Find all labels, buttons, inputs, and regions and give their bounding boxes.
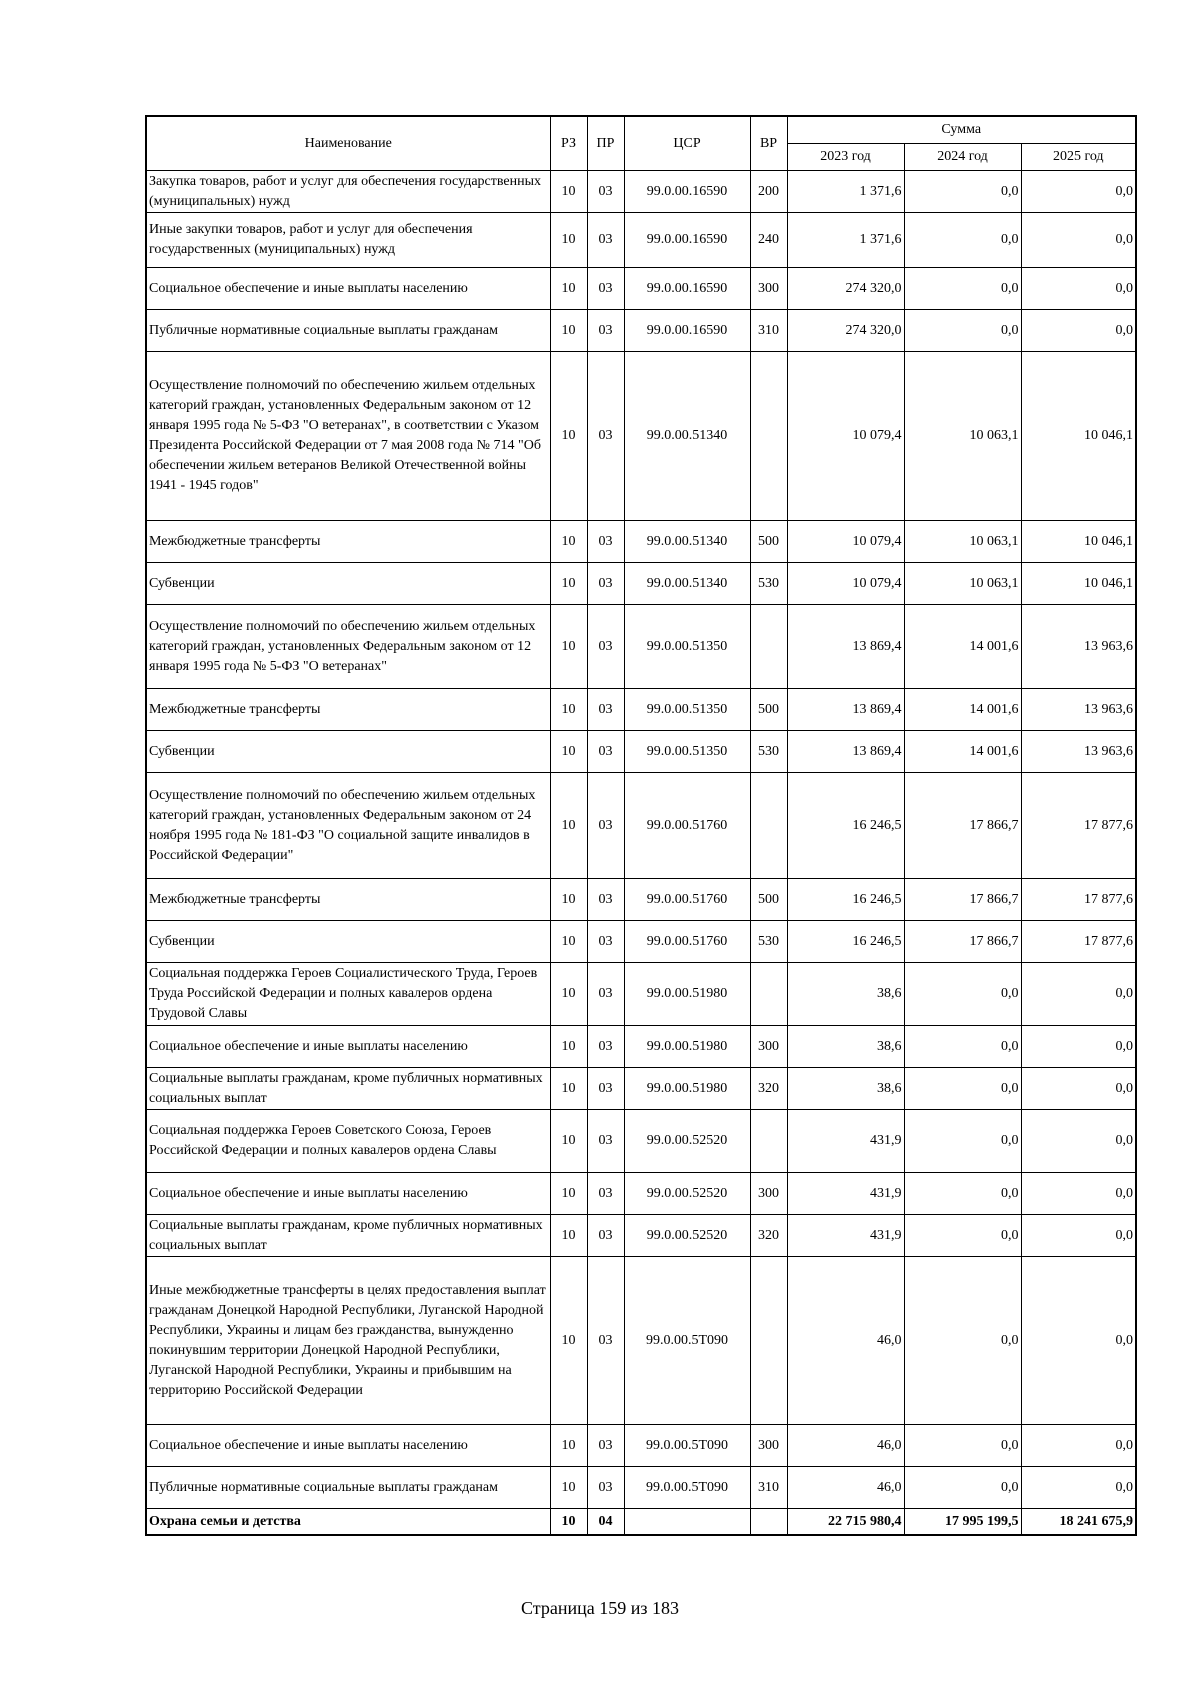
cell-csr [624, 1509, 750, 1536]
cell-2024: 0,0 [904, 1026, 1021, 1068]
cell-name: Субвенции [146, 731, 550, 773]
cell-vr: 500 [750, 521, 787, 563]
cell-vr: 300 [750, 1425, 787, 1467]
cell-2025: 0,0 [1021, 1068, 1136, 1110]
cell-name: Публичные нормативные социальные выплаты гражданам [146, 310, 550, 352]
cell-pr: 03 [587, 921, 624, 963]
cell-2025: 0,0 [1021, 963, 1136, 1026]
cell-rz: 10 [550, 1026, 587, 1068]
cell-csr: 99.0.00.5Т090 [624, 1257, 750, 1425]
cell-2024: 10 063,1 [904, 352, 1021, 521]
cell-2024: 0,0 [904, 213, 1021, 268]
cell-rz: 10 [550, 213, 587, 268]
cell-vr: 500 [750, 689, 787, 731]
cell-csr: 99.0.00.52520 [624, 1215, 750, 1257]
cell-2025: 17 877,6 [1021, 921, 1136, 963]
cell-2025: 18 241 675,9 [1021, 1509, 1136, 1536]
cell-2025: 13 963,6 [1021, 605, 1136, 689]
cell-rz: 10 [550, 689, 587, 731]
cell-csr: 99.0.00.51980 [624, 963, 750, 1026]
page-number: Страница 159 из 183 [521, 1598, 679, 1618]
cell-2024: 0,0 [904, 1068, 1021, 1110]
cell-pr: 03 [587, 310, 624, 352]
cell-csr: 99.0.00.52520 [624, 1173, 750, 1215]
table-row [146, 689, 1136, 731]
cell-2024: 0,0 [904, 268, 1021, 310]
header-vr: ВР [750, 116, 787, 171]
cell-2023: 274 320,0 [787, 310, 904, 352]
cell-rz: 10 [550, 521, 587, 563]
cell-2023: 38,6 [787, 1068, 904, 1110]
cell-2025: 17 877,6 [1021, 879, 1136, 921]
cell-2023: 16 246,5 [787, 921, 904, 963]
cell-csr: 99.0.00.16590 [624, 310, 750, 352]
header-year-2024: 2024 год [904, 144, 1021, 171]
cell-2025: 0,0 [1021, 1425, 1136, 1467]
cell-vr [750, 1110, 787, 1173]
cell-2025: 10 046,1 [1021, 563, 1136, 605]
cell-2023: 46,0 [787, 1257, 904, 1425]
cell-2024: 14 001,6 [904, 731, 1021, 773]
cell-csr: 99.0.00.16590 [624, 213, 750, 268]
cell-vr [750, 773, 787, 879]
cell-2024: 0,0 [904, 171, 1021, 213]
cell-2024: 14 001,6 [904, 689, 1021, 731]
header-name: Наименование [146, 116, 550, 171]
cell-vr: 320 [750, 1068, 787, 1110]
cell-name: Социальное обеспечение и иные выплаты населению [146, 1026, 550, 1068]
cell-csr: 99.0.00.51980 [624, 1026, 750, 1068]
cell-vr: 300 [750, 1173, 787, 1215]
cell-2024: 0,0 [904, 1257, 1021, 1425]
cell-2024: 17 866,7 [904, 879, 1021, 921]
cell-pr: 03 [587, 1467, 624, 1509]
table-row [146, 1467, 1136, 1509]
cell-csr: 99.0.00.51760 [624, 879, 750, 921]
cell-rz: 10 [550, 1467, 587, 1509]
table-row [146, 879, 1136, 921]
cell-pr: 04 [587, 1509, 624, 1536]
cell-vr [750, 1257, 787, 1425]
cell-rz: 10 [550, 1257, 587, 1425]
cell-2023: 1 371,6 [787, 171, 904, 213]
cell-2024: 0,0 [904, 1110, 1021, 1173]
cell-rz: 10 [550, 310, 587, 352]
cell-pr: 03 [587, 352, 624, 521]
cell-pr: 03 [587, 1257, 624, 1425]
cell-2025: 0,0 [1021, 1467, 1136, 1509]
cell-name: Осуществление полномочий по обеспечению жильем отдельных категорий граждан, установленных Федеральным законом от 12 января 1995 года № 5-ФЗ "О ветеранах" [146, 605, 550, 689]
cell-rz: 10 [550, 563, 587, 605]
cell-2025: 0,0 [1021, 213, 1136, 268]
cell-2023: 13 869,4 [787, 605, 904, 689]
table-row [146, 1110, 1136, 1173]
cell-2024: 17 995 199,5 [904, 1509, 1021, 1536]
cell-2025: 0,0 [1021, 268, 1136, 310]
cell-2025: 0,0 [1021, 1257, 1136, 1425]
cell-2025: 0,0 [1021, 310, 1136, 352]
cell-2024: 17 866,7 [904, 921, 1021, 963]
table-row [146, 921, 1136, 963]
cell-pr: 03 [587, 731, 624, 773]
cell-2023: 1 371,6 [787, 213, 904, 268]
cell-name: Социальные выплаты гражданам, кроме публичных нормативных социальных выплат [146, 1215, 550, 1257]
cell-name: Осуществление полномочий по обеспечению жильем отдельных категорий граждан, установленных Федеральным законом от 24 ноября 1995 года № 181-ФЗ "О социальной защите инвалидов в Российской Федерации" [146, 773, 550, 879]
cell-vr: 300 [750, 1026, 787, 1068]
cell-2023: 22 715 980,4 [787, 1509, 904, 1536]
cell-name: Межбюджетные трансферты [146, 689, 550, 731]
cell-name: Социальная поддержка Героев Социалистического Труда, Героев Труда Российской Федерации и полных кавалеров ордена Трудовой Славы [146, 963, 550, 1026]
cell-2025: 10 046,1 [1021, 352, 1136, 521]
cell-2025: 0,0 [1021, 171, 1136, 213]
cell-csr: 99.0.00.16590 [624, 268, 750, 310]
cell-2024: 0,0 [904, 1173, 1021, 1215]
cell-csr: 99.0.00.51340 [624, 352, 750, 521]
cell-name: Социальная поддержка Героев Советского Союза, Героев Российской Федерации и полных кавалеров ордена Славы [146, 1110, 550, 1173]
cell-name: Межбюджетные трансферты [146, 521, 550, 563]
header-year-2023: 2023 год [787, 144, 904, 171]
table-row [146, 521, 1136, 563]
cell-rz: 10 [550, 1173, 587, 1215]
cell-2025: 17 877,6 [1021, 773, 1136, 879]
cell-pr: 03 [587, 1425, 624, 1467]
cell-pr: 03 [587, 1026, 624, 1068]
table-row [146, 773, 1136, 879]
cell-csr: 99.0.00.51350 [624, 689, 750, 731]
cell-pr: 03 [587, 1215, 624, 1257]
cell-2025: 0,0 [1021, 1110, 1136, 1173]
cell-pr: 03 [587, 879, 624, 921]
cell-2024: 0,0 [904, 310, 1021, 352]
cell-name: Социальное обеспечение и иные выплаты населению [146, 1173, 550, 1215]
cell-rz: 10 [550, 605, 587, 689]
cell-2023: 16 246,5 [787, 879, 904, 921]
cell-2024: 10 063,1 [904, 563, 1021, 605]
table-row [146, 1068, 1136, 1110]
header-year-2025: 2025 год [1021, 144, 1136, 171]
cell-rz: 10 [550, 773, 587, 879]
cell-2025: 13 963,6 [1021, 689, 1136, 731]
cell-csr: 99.0.00.51760 [624, 773, 750, 879]
cell-pr: 03 [587, 171, 624, 213]
table-row [146, 1425, 1136, 1467]
table-row [146, 310, 1136, 352]
cell-rz: 10 [550, 963, 587, 1026]
cell-csr: 99.0.00.51340 [624, 521, 750, 563]
cell-2023: 46,0 [787, 1467, 904, 1509]
cell-name: Охрана семьи и детства [146, 1509, 550, 1536]
cell-csr: 99.0.00.51350 [624, 731, 750, 773]
cell-vr [750, 352, 787, 521]
cell-2025: 13 963,6 [1021, 731, 1136, 773]
cell-2024: 0,0 [904, 1425, 1021, 1467]
header-sum: Сумма [787, 116, 1136, 144]
cell-csr: 99.0.00.51340 [624, 563, 750, 605]
header-pr: ПР [587, 116, 624, 171]
table-header [146, 116, 1136, 171]
table-row [146, 1026, 1136, 1068]
cell-2023: 16 246,5 [787, 773, 904, 879]
cell-pr: 03 [587, 1110, 624, 1173]
cell-rz: 10 [550, 1425, 587, 1467]
cell-csr: 99.0.00.5Т090 [624, 1467, 750, 1509]
cell-vr: 200 [750, 171, 787, 213]
table-row [146, 1257, 1136, 1425]
cell-vr [750, 963, 787, 1026]
cell-name: Социальные выплаты гражданам, кроме публичных нормативных социальных выплат [146, 1068, 550, 1110]
cell-name: Социальное обеспечение и иные выплаты населению [146, 1425, 550, 1467]
table-row [146, 213, 1136, 268]
cell-2023: 10 079,4 [787, 352, 904, 521]
header-rz: РЗ [550, 116, 587, 171]
cell-pr: 03 [587, 605, 624, 689]
cell-rz: 10 [550, 171, 587, 213]
cell-2023: 10 079,4 [787, 563, 904, 605]
cell-2025: 0,0 [1021, 1173, 1136, 1215]
table-row [146, 563, 1136, 605]
cell-2023: 431,9 [787, 1110, 904, 1173]
cell-vr: 310 [750, 310, 787, 352]
cell-2024: 0,0 [904, 963, 1021, 1026]
table-row [146, 352, 1136, 521]
cell-csr: 99.0.00.52520 [624, 1110, 750, 1173]
table-row [146, 731, 1136, 773]
cell-2024: 10 063,1 [904, 521, 1021, 563]
table-row [146, 268, 1136, 310]
cell-pr: 03 [587, 268, 624, 310]
cell-2024: 0,0 [904, 1467, 1021, 1509]
cell-2023: 13 869,4 [787, 731, 904, 773]
cell-rz: 10 [550, 1215, 587, 1257]
cell-rz: 10 [550, 352, 587, 521]
cell-2023: 13 869,4 [787, 689, 904, 731]
cell-name: Иные закупки товаров, работ и услуг для обеспечения государственных (муниципальных) нужд [146, 213, 550, 268]
cell-csr: 99.0.00.5Т090 [624, 1425, 750, 1467]
cell-pr: 03 [587, 213, 624, 268]
cell-vr: 240 [750, 213, 787, 268]
cell-vr: 530 [750, 921, 787, 963]
budget-table [145, 115, 1137, 1536]
cell-name: Осуществление полномочий по обеспечению жильем отдельных категорий граждан, установленных Федеральным законом от 12 января 1995 года № 5-ФЗ "О ветеранах", в соответствии с Указом Президента Российской Федерации от 7 мая 2008 года № 714 "Об обеспечении жильем ветеранов Великой Отечественной войны 1941 - 1945 годов" [146, 352, 550, 521]
cell-vr: 320 [750, 1215, 787, 1257]
cell-2023: 38,6 [787, 963, 904, 1026]
cell-2024: 17 866,7 [904, 773, 1021, 879]
cell-vr: 530 [750, 731, 787, 773]
cell-rz: 10 [550, 879, 587, 921]
cell-name: Субвенции [146, 921, 550, 963]
cell-2023: 274 320,0 [787, 268, 904, 310]
cell-name: Социальное обеспечение и иные выплаты населению [146, 268, 550, 310]
table-row-total [146, 1509, 1136, 1536]
cell-2025: 0,0 [1021, 1026, 1136, 1068]
cell-2025: 0,0 [1021, 1215, 1136, 1257]
cell-pr: 03 [587, 563, 624, 605]
table-row [146, 605, 1136, 689]
header-csr: ЦСР [624, 116, 750, 171]
table-row [146, 1215, 1136, 1257]
table-row [146, 1173, 1136, 1215]
cell-2024: 14 001,6 [904, 605, 1021, 689]
cell-csr: 99.0.00.51760 [624, 921, 750, 963]
cell-2023: 46,0 [787, 1425, 904, 1467]
cell-vr [750, 605, 787, 689]
cell-name: Межбюджетные трансферты [146, 879, 550, 921]
cell-csr: 99.0.00.16590 [624, 171, 750, 213]
cell-2023: 431,9 [787, 1215, 904, 1257]
cell-pr: 03 [587, 689, 624, 731]
cell-vr: 530 [750, 563, 787, 605]
cell-name: Закупка товаров, работ и услуг для обеспечения государственных (муниципальных) нужд [146, 171, 550, 213]
cell-vr: 300 [750, 268, 787, 310]
cell-2023: 10 079,4 [787, 521, 904, 563]
cell-2024: 0,0 [904, 1215, 1021, 1257]
cell-2023: 38,6 [787, 1026, 904, 1068]
cell-2025: 10 046,1 [1021, 521, 1136, 563]
cell-rz: 10 [550, 731, 587, 773]
cell-vr: 500 [750, 879, 787, 921]
cell-csr: 99.0.00.51350 [624, 605, 750, 689]
cell-name: Публичные нормативные социальные выплаты гражданам [146, 1467, 550, 1509]
cell-rz: 10 [550, 921, 587, 963]
cell-pr: 03 [587, 521, 624, 563]
cell-rz: 10 [550, 1509, 587, 1536]
table-body [146, 171, 1136, 1536]
table-row [146, 171, 1136, 213]
cell-name: Субвенции [146, 563, 550, 605]
cell-pr: 03 [587, 773, 624, 879]
cell-vr: 310 [750, 1467, 787, 1509]
cell-2023: 431,9 [787, 1173, 904, 1215]
cell-rz: 10 [550, 268, 587, 310]
cell-name: Иные межбюджетные трансферты в целях предоставления выплат гражданам Донецкой Народной Республики, Луганской Народной Республики, Украины и лицам без гражданства, вынужденно покинувшим территории Донецкой Народной Республики, Луганской Народной Республики, Украины и прибывшим на территорию Российской Федерации [146, 1257, 550, 1425]
cell-rz: 10 [550, 1110, 587, 1173]
cell-csr: 99.0.00.51980 [624, 1068, 750, 1110]
cell-pr: 03 [587, 963, 624, 1026]
cell-pr: 03 [587, 1173, 624, 1215]
cell-pr: 03 [587, 1068, 624, 1110]
table-row [146, 963, 1136, 1026]
cell-rz: 10 [550, 1068, 587, 1110]
cell-vr [750, 1509, 787, 1536]
